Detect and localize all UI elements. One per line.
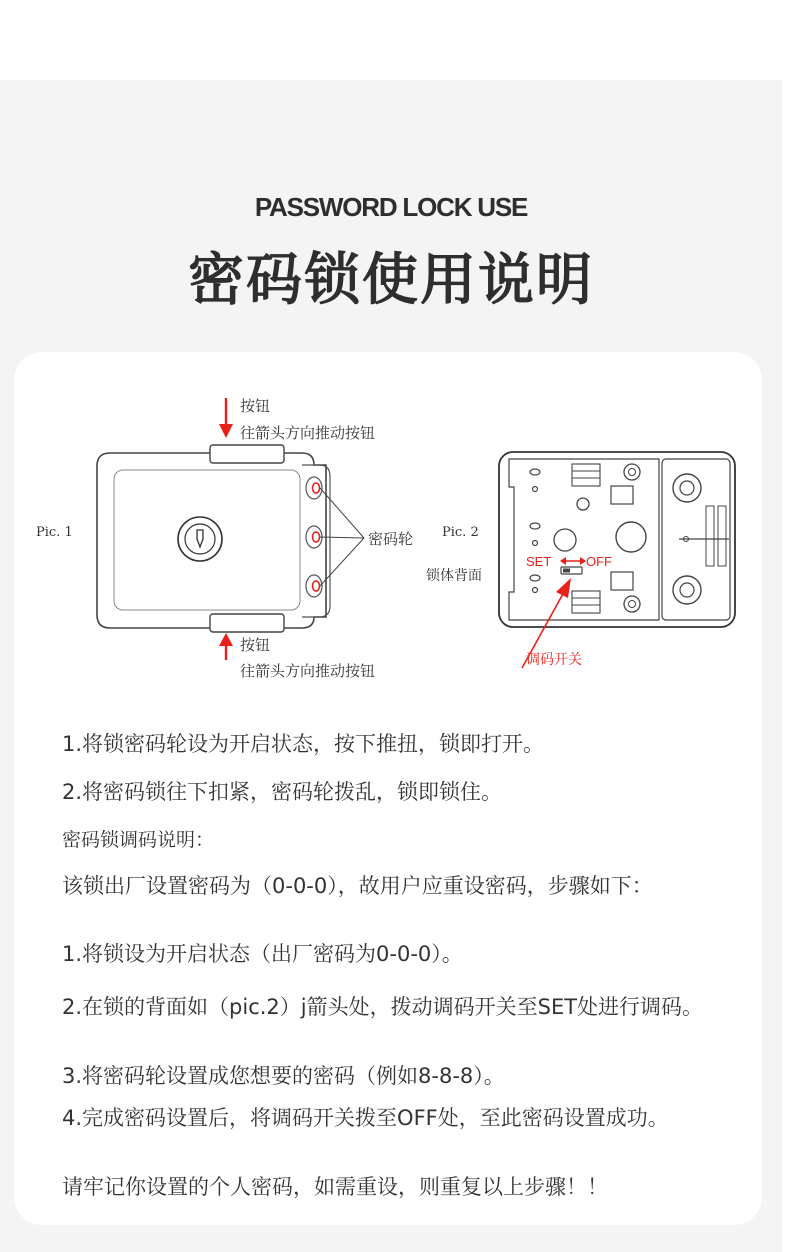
chinese-title: 密码锁使用说明	[188, 248, 594, 313]
bottom-button-label: 按钮	[240, 636, 271, 654]
lock-body-outline	[97, 453, 326, 628]
english-title: PASSWORD LOCK USE	[254, 192, 528, 222]
top-button-label: 按钮	[240, 397, 271, 415]
wheel-label: 密码轮	[368, 530, 414, 548]
off-label: OFF	[586, 554, 612, 569]
switch-label: 调码开关	[526, 652, 582, 668]
top-push-button	[210, 445, 284, 463]
reset-step-1: 1.将锁设为开启状态（出厂密码为0-0-0）。	[62, 942, 463, 966]
lock-diagrams	[14, 352, 762, 692]
reset-step-4: 4.完成密码设置后，将调码开关拨至OFF处，至此密码设置成功。	[62, 1106, 669, 1130]
reset-step-2: 2.在锁的背面如（pic.2）j箭头处，拨动调码开关至SET处进行调码。	[62, 995, 704, 1019]
bottom-push-button	[210, 614, 284, 632]
combination-wheels	[306, 477, 322, 597]
top-arrowhead-icon	[219, 424, 233, 438]
reset-title: 密码锁调码说明：	[62, 829, 215, 851]
reset-step-3: 3.将密码轮设置成您想要的密码（例如8-8-8）。	[62, 1064, 505, 1088]
instruction-close: 2.将密码锁往下扣紧，密码轮拨乱，锁即锁住。	[62, 780, 503, 804]
set-label: SET	[526, 554, 552, 569]
instruction-open: 1.将锁密码轮设为开启状态，按下推扭，锁即打开。	[62, 732, 545, 756]
top-push-text: 往箭头方向推动按钮	[240, 424, 376, 442]
reminder-text: 请牢记你设置的个人密码，如需重设，则重复以上步骤！！	[62, 1175, 608, 1199]
back-label: 锁体背面	[426, 568, 482, 584]
pic2-back-view	[426, 452, 735, 668]
bottom-push-text: 往箭头方向推动按钮	[240, 662, 376, 680]
bottom-arrowhead-icon	[219, 633, 233, 646]
pic2-label: Pic. 2	[442, 525, 479, 540]
back-plate	[509, 459, 659, 620]
pic1-front-view	[36, 397, 413, 680]
pic1-label: Pic. 1	[36, 525, 73, 540]
switch-knob	[563, 569, 570, 573]
reset-intro: 该锁出厂设置密码为（0-0-0），故用户应重设密码，步骤如下：	[62, 874, 653, 898]
